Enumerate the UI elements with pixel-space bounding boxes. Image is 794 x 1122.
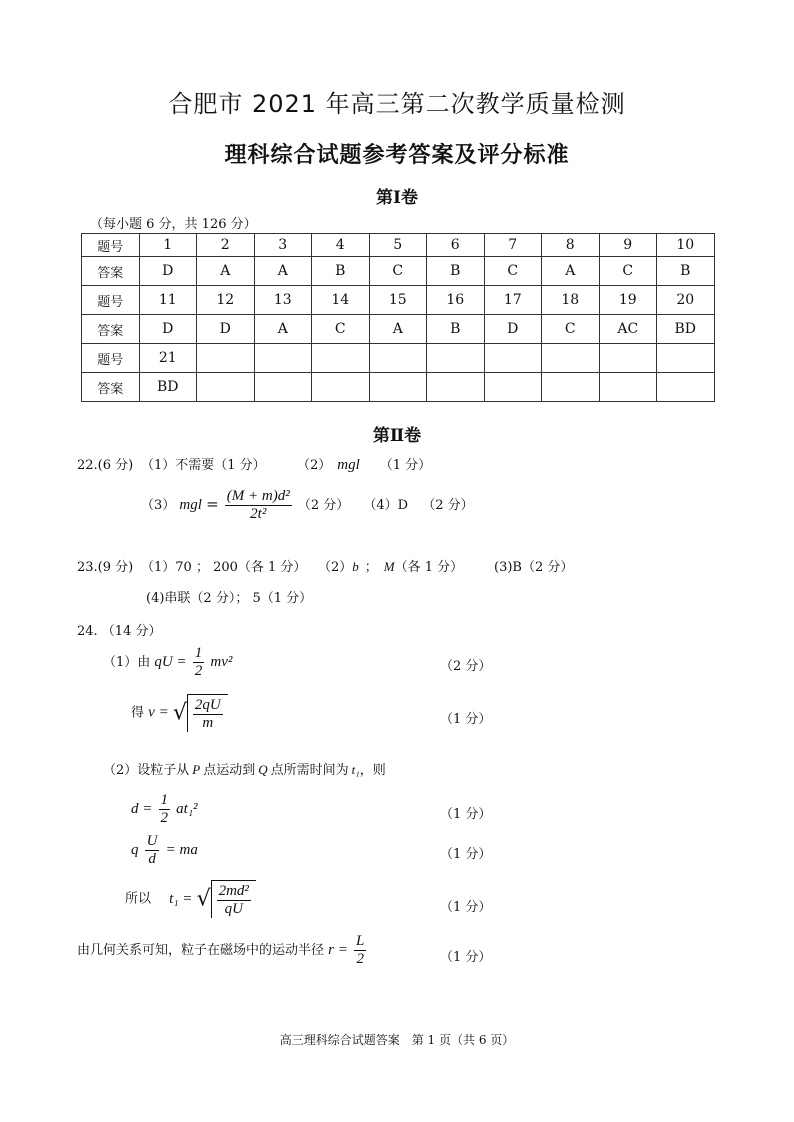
answer-cell: D xyxy=(197,315,255,344)
question-number-cell: 6 xyxy=(427,234,485,257)
q24-step5: q $\frac{U}{d}$ = ma xyxy=(131,833,198,867)
answer-cell: C xyxy=(542,315,600,344)
answer-table xyxy=(81,233,715,402)
document-title: 合肥市 2021 年高三第二次教学质量检测 xyxy=(168,90,626,118)
question-number-cell: 15 xyxy=(369,286,427,315)
q24-step7-points: （1 分） xyxy=(440,950,492,965)
question-number-cell xyxy=(657,344,715,373)
table-row xyxy=(82,344,715,373)
q23-part1: （1）70 ； 200（各 1 分） xyxy=(141,560,307,575)
question-number-cell: 18 xyxy=(542,286,600,315)
answer-cell: C xyxy=(599,257,657,286)
q22-part3: （3） mgl = $\frac{\text{(M + m)d²}}{\text{2t²}}$ （2 分） （4）D （2 分） xyxy=(141,488,474,522)
answer-cell xyxy=(427,373,485,402)
q24-step2-points: （1 分） xyxy=(440,712,492,727)
answer-cell: B xyxy=(657,257,715,286)
question-number-cell: 5 xyxy=(369,234,427,257)
question-number-cell: 7 xyxy=(484,234,542,257)
question-number-cell: 8 xyxy=(542,234,600,257)
question-number-cell: 20 xyxy=(657,286,715,315)
q24-step4-points: （1 分） xyxy=(440,807,492,822)
q23-part4: (4)串联（2 分）； 5（1 分） xyxy=(146,591,313,606)
table-row xyxy=(82,315,715,344)
row-header: 答案 xyxy=(82,315,140,344)
q23-label: 23.(9 分) xyxy=(77,560,134,575)
q24-step7: 由几何关系可知，粒子在磁场中的运动半径 r = $\frac{L}{2}$ xyxy=(77,933,365,967)
row-header: 答案 xyxy=(82,257,140,286)
q24-step6: 所以 t₁ = √ $\frac{\text{2md²}}{qU}$ xyxy=(125,880,256,918)
answer-cell: AC xyxy=(599,315,657,344)
answer-cell: D xyxy=(484,315,542,344)
q22-part2: （2） mgl （1 分） xyxy=(297,457,432,473)
table-row xyxy=(82,373,715,402)
question-number-cell xyxy=(369,344,427,373)
answer-cell xyxy=(542,373,600,402)
answer-cell: A xyxy=(254,315,312,344)
answer-cell xyxy=(484,373,542,402)
table-row xyxy=(82,286,715,315)
answer-cell: B xyxy=(427,315,485,344)
question-number-cell xyxy=(427,344,485,373)
question-number-cell: 2 xyxy=(197,234,255,257)
answer-cell xyxy=(254,373,312,402)
page-footer: 高三理科综合试题答案 第 1 页（共 6 页） xyxy=(279,1033,515,1047)
answer-cell: C xyxy=(312,315,370,344)
q24-step1: （1）由 qU = $\frac{1}{2}$ mv² xyxy=(103,645,233,679)
question-number-cell xyxy=(312,344,370,373)
q24-step6-points: （1 分） xyxy=(440,900,492,915)
row-header: 答案 xyxy=(82,373,140,402)
answer-cell: BD xyxy=(657,315,715,344)
table-row xyxy=(82,257,715,286)
answer-cell: B xyxy=(427,257,485,286)
answer-cell xyxy=(197,373,255,402)
sqrt-symbol: √ $\frac{2qU}{m}$ xyxy=(173,694,228,732)
question-number-cell: 13 xyxy=(254,286,312,315)
question-number-cell: 3 xyxy=(254,234,312,257)
answer-cell xyxy=(599,373,657,402)
row-header: 题号 xyxy=(82,344,140,373)
question-number-cell: 9 xyxy=(599,234,657,257)
q24-label: 24. （14 分） xyxy=(77,624,162,639)
question-number-cell: 21 xyxy=(139,344,197,373)
question-number-cell: 1 xyxy=(139,234,197,257)
question-number-cell: 16 xyxy=(427,286,485,315)
table-row xyxy=(82,234,715,257)
q22-label: 22.(6 分) xyxy=(77,458,134,473)
question-number-cell xyxy=(599,344,657,373)
question-number-cell: 19 xyxy=(599,286,657,315)
q23-part2: （2）b ； M（各 1 分） xyxy=(318,559,464,575)
question-number-cell: 11 xyxy=(139,286,197,315)
document-subtitle: 理科综合试题参考答案及评分标准 xyxy=(224,142,570,168)
answer-cell: A xyxy=(542,257,600,286)
question-number-cell: 14 xyxy=(312,286,370,315)
q24-step1-points: （2 分） xyxy=(440,659,492,674)
answer-cell: BD xyxy=(139,373,197,402)
q24-step3: （2）设粒子从 P 点运动到 Q 点所需时间为 t₁，则 xyxy=(103,762,386,778)
q22-part1: （1）不需要（1 分） xyxy=(141,458,266,473)
part2-heading: 第Ⅱ卷 xyxy=(372,426,422,446)
part1-heading: 第Ⅰ卷 xyxy=(376,188,418,208)
q24-step4: d = $\frac{1}{2}$ at₁² xyxy=(131,792,198,826)
question-number-cell: 4 xyxy=(312,234,370,257)
answer-cell: B xyxy=(312,257,370,286)
row-header: 题号 xyxy=(82,286,140,315)
answer-cell: A xyxy=(254,257,312,286)
question-number-cell: 12 xyxy=(197,286,255,315)
question-number-cell: 10 xyxy=(657,234,715,257)
question-number-cell xyxy=(484,344,542,373)
question-number-cell xyxy=(542,344,600,373)
part1-note: （每小题 6 分，共 126 分） xyxy=(90,217,257,232)
answer-cell: A xyxy=(369,315,427,344)
row-header: 题号 xyxy=(82,234,140,257)
answer-cell: C xyxy=(369,257,427,286)
q22-fraction: $\frac{\text{(M + m)d²}}{\text{2t²}}$ xyxy=(226,488,290,522)
answer-cell: C xyxy=(484,257,542,286)
question-number-cell xyxy=(254,344,312,373)
answer-cell: D xyxy=(139,257,197,286)
answer-cell: D xyxy=(139,315,197,344)
answer-cell xyxy=(369,373,427,402)
q24-step5-points: （1 分） xyxy=(440,847,492,862)
answer-cell: A xyxy=(197,257,255,286)
answer-cell xyxy=(657,373,715,402)
q23-part3: (3)B（2 分） xyxy=(494,560,574,575)
answer-cell xyxy=(312,373,370,402)
question-number-cell: 17 xyxy=(484,286,542,315)
question-number-cell xyxy=(197,344,255,373)
q24-step2: 得 v = √ $\frac{2qU}{m}$ xyxy=(131,694,228,732)
